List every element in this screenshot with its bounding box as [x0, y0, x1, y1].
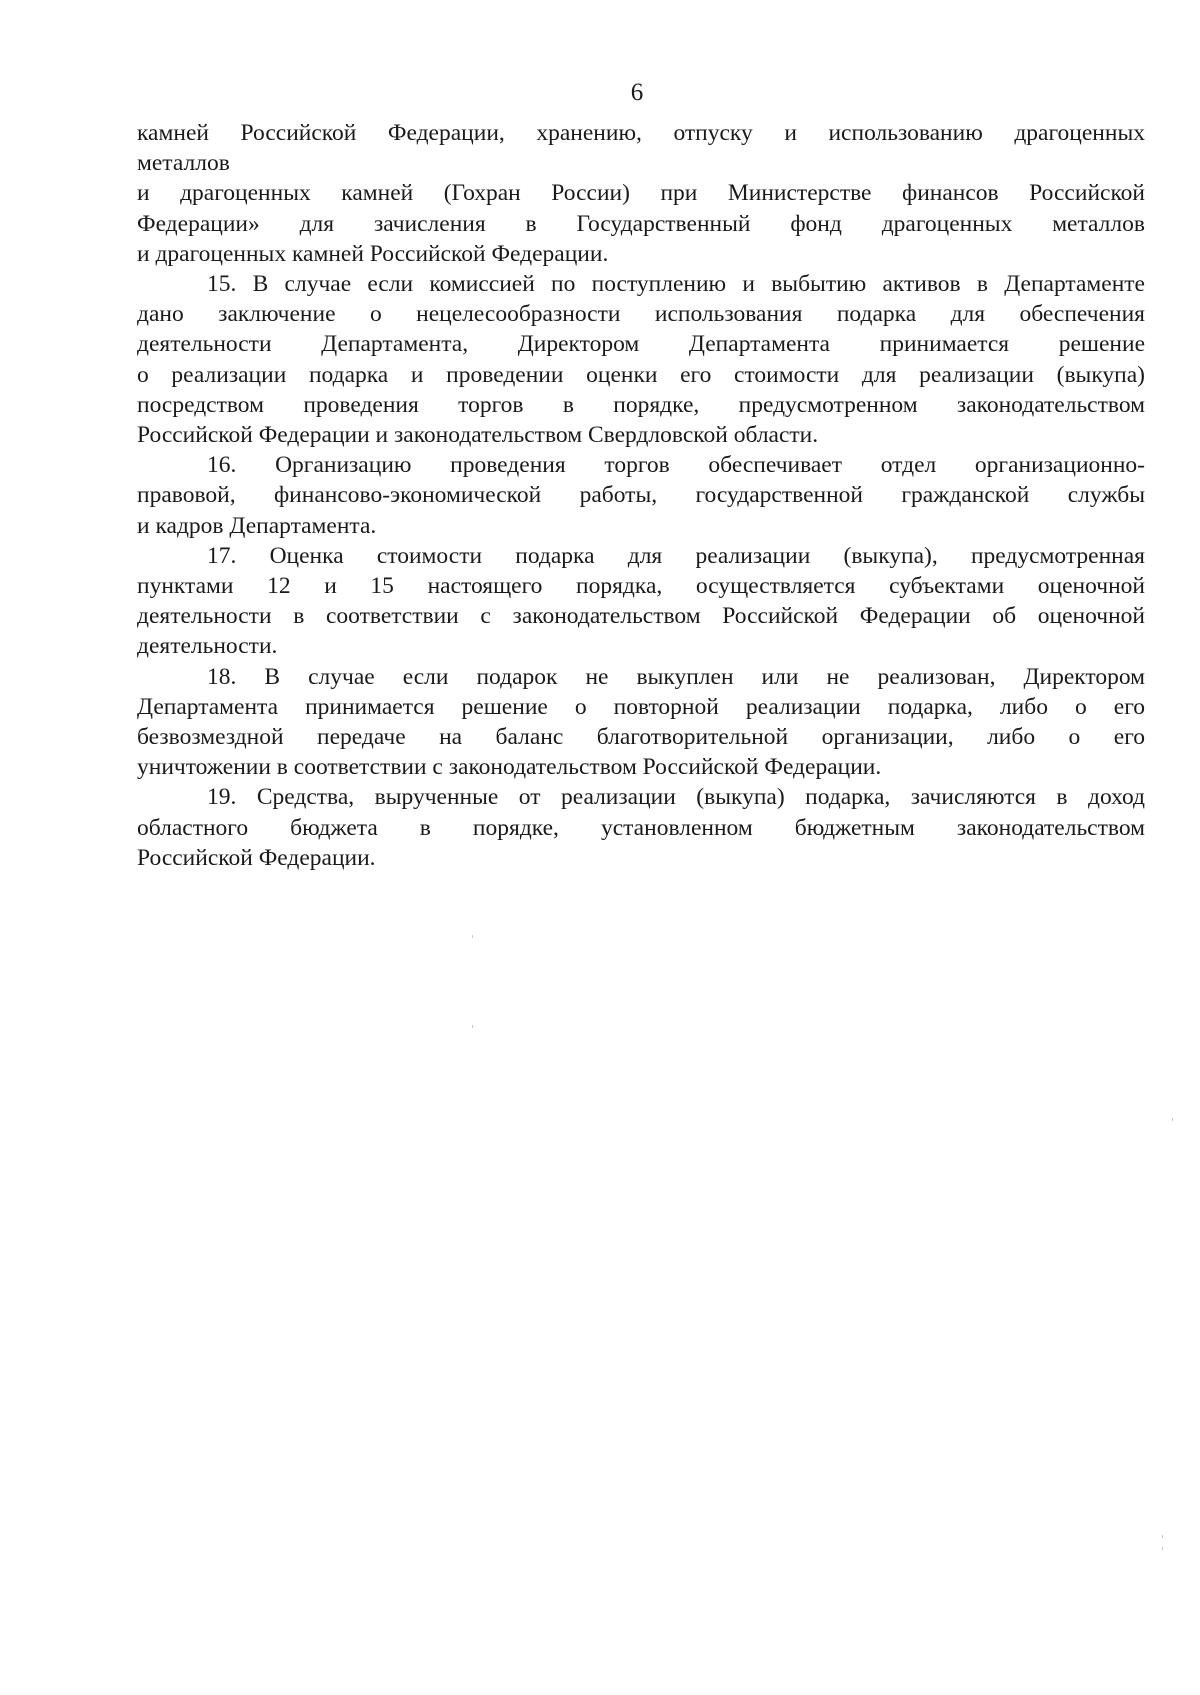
paragraph-18-first-line: 18. В случае если подарок не выкуплен или не реализован, Директором	[207, 663, 1145, 690]
text-line: Российской Федерации и законодательством Свердловской области.	[137, 422, 819, 449]
text-line: безвозмездной передаче на баланс благотворительной организации, либо о его	[137, 724, 1145, 751]
text-line: камней Российской Федерации, хранению, отпуску и использованию драгоценных	[137, 120, 1145, 146]
text-line: и драгоценных камней Российской Федерации.	[137, 240, 609, 267]
text-line: металлов	[137, 150, 230, 177]
scan-speck	[472, 935, 473, 938]
text-line: Федерации» для зачисления в Государственный фонд драгоценных металлов	[137, 210, 1145, 237]
scan-speck	[1162, 1547, 1163, 1550]
text-line: деятельности в соответствии с законодательством Российской Федерации об оценочной	[137, 603, 1145, 630]
document-body	[137, 118, 1145, 873]
text-line: и драгоценных камней (Гохран России) при Министерстве финансов Российской	[137, 180, 1145, 207]
text-line: пунктами 12 и 15 настоящего порядка, осуществляется субъектами оценочной	[137, 573, 1145, 600]
scan-speck	[1172, 1118, 1173, 1121]
text-line: о реализации подарка и проведении оценки его стоимости для реализации (выкупа)	[137, 361, 1145, 388]
text-line: Департамента принимается решение о повторной реализации подарка, либо о его	[137, 693, 1145, 720]
text-line: Российской Федерации.	[137, 844, 376, 871]
page-number: 6	[630, 79, 644, 106]
text-line: посредством проведения торгов в порядке, предусмотренном законодательством	[137, 391, 1145, 418]
text-line: деятельности.	[137, 633, 278, 660]
text-line: областного бюджета в порядке, установленном бюджетным законодательством	[137, 814, 1145, 841]
paragraph-15-first-line: 15. В случае если комиссией по поступлению и выбытию активов в Департаменте	[207, 271, 1145, 298]
paragraph-16-first-line: 16. Организацию проведения торгов обеспечивает отдел организационно-	[207, 452, 1145, 479]
scan-speck	[472, 1025, 473, 1028]
text-line: и кадров Департамента.	[137, 512, 377, 539]
paragraph-17-first-line: 17. Оценка стоимости подарка для реализации (выкупа), предусмотренная	[207, 542, 1145, 569]
text-line: уничтожении в соответствии с законодательством Российской Федерации.	[137, 754, 882, 781]
text-line: правовой, финансово-экономической работы, государственной гражданской службы	[137, 482, 1145, 509]
text-line: дано заключение о нецелесообразности использования подарка для обеспечения	[137, 301, 1145, 328]
paragraph-19-first-line: 19. Средства, вырученные от реализации (выкупа) подарка, зачисляются в доход	[207, 784, 1145, 811]
text-line: деятельности Департамента, Директором Департамента принимается решение	[137, 331, 1145, 358]
scan-speck	[1162, 1535, 1163, 1538]
